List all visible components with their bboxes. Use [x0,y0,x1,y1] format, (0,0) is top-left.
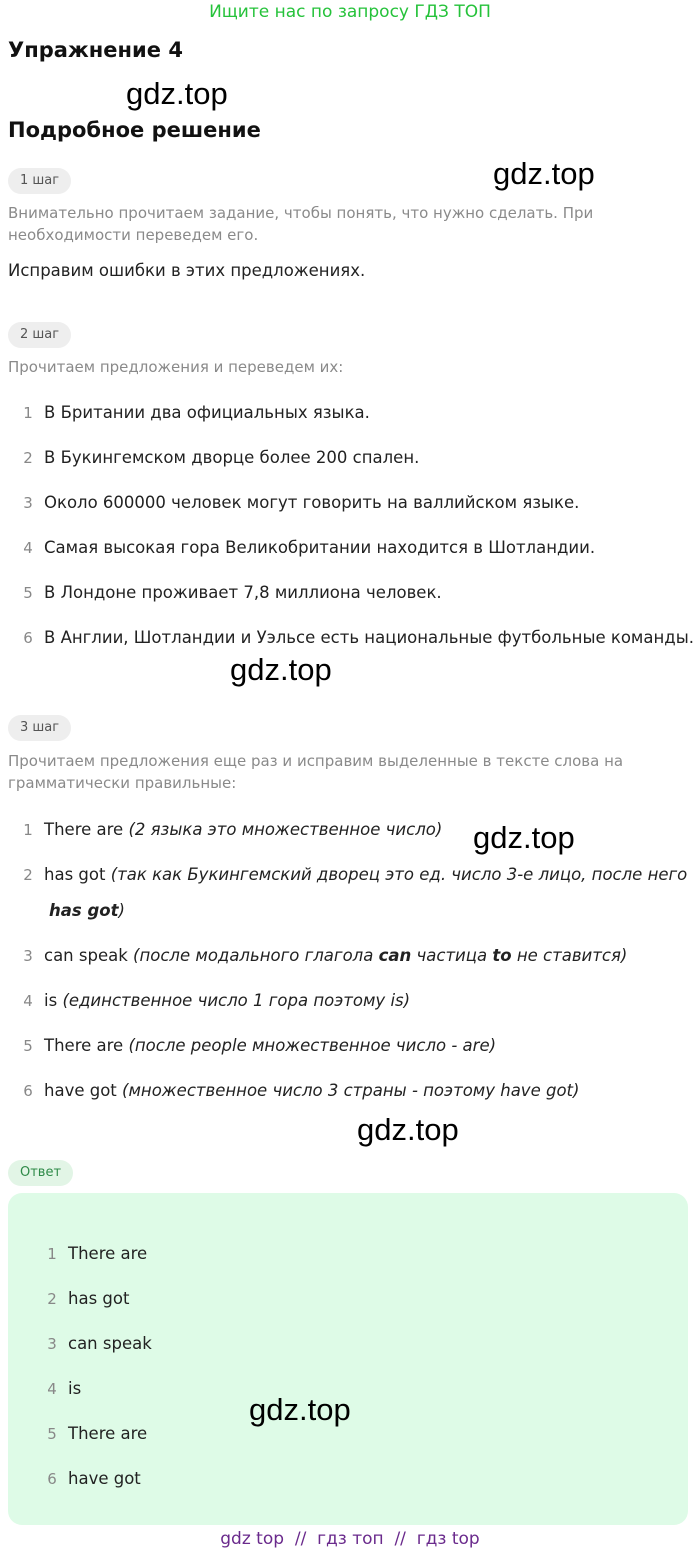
item-number: 2 [23,449,33,467]
explanation-text: (после модального глагола [133,946,374,965]
answer-badge: Ответ [8,1160,73,1186]
list-item [0,623,700,653]
explanation-text: (так как Букингемский дворец это ед. число 3-е лицо, после него [110,865,688,884]
item-text: Самая высокая гора Великобритании находится в Шотландии. [44,538,596,557]
list-item-continuation [0,896,700,926]
watermark: gdz.top [126,76,228,111]
item-number: 5 [47,1425,57,1443]
item-text [44,941,627,971]
answer-item [8,1284,688,1314]
item-number: 4 [47,1380,57,1398]
list-item [0,1076,700,1106]
watermark: gdz.top [357,1112,459,1147]
list-item [0,815,700,845]
item-text: В Англии, Шотландии и Уэльсе есть национальные футбольные команды. [44,628,694,647]
explanation-text: (после people множественное число - are) [128,1036,497,1055]
step-1-note: Внимательно прочитаем задание, чтобы понять, что нужно сделать. При необходимости переведем его. [8,204,594,244]
item-number: 2 [47,1290,57,1308]
item-number: 3 [47,1335,57,1353]
step-3-badge: 3 шаг [8,715,71,741]
watermark: gdz.top [493,156,595,191]
item-text: В Лондоне проживает 7,8 миллиона человек. [44,583,442,602]
watermark: gdz.top [249,1392,351,1427]
item-text: can speak [68,1334,152,1353]
item-number: 4 [23,992,33,1010]
answer-box [8,1193,688,1525]
correction-text: There are [44,820,124,839]
correction-text: is [44,991,58,1010]
list-item [0,533,700,563]
step-3-note: Прочитаем предложения еще раз и исправим выделенные в тексте слова на грамматически правильные: [8,752,624,792]
item-number: 1 [47,1245,57,1263]
step-2-badge: 2 шаг [8,322,71,348]
item-number: 3 [23,494,33,512]
explanation-bold: to [492,946,512,965]
item-text [49,896,125,926]
answer-item [8,1464,688,1494]
item-number: 1 [23,404,33,422]
item-number: 3 [23,947,33,965]
item-text [44,1031,496,1061]
item-text [44,1076,579,1106]
item-number: 5 [23,1037,33,1055]
list-item [0,443,700,473]
list-item [0,1031,700,1061]
explanation-bold: can [378,946,412,965]
item-text: There are [68,1424,148,1443]
item-number: 6 [23,1082,33,1100]
item-text [44,860,687,890]
item-number: 5 [23,584,33,602]
item-number: 6 [23,629,33,647]
item-text: Около 600000 человек могут говорить на валлийском языке. [44,493,580,512]
list-item [0,986,700,1016]
correction-text: have got [44,1081,117,1100]
list-item [0,578,700,608]
step-1-badge: 1 шаг [8,168,71,194]
item-text: В Букингемском дворце более 200 спален. [44,448,420,467]
list-item [0,488,700,518]
item-text: В Британии два официальных языка. [44,403,370,422]
explanation-text: (единственное число 1 гора поэтому is) [62,991,411,1010]
item-text: have got [68,1469,141,1488]
item-number: 1 [23,821,33,839]
explanation-bold: has got [49,901,119,920]
explanation-text: не ставится) [516,946,628,965]
footer-links: gdz top // гдз топ // гдз top [220,1529,480,1549]
item-number: 6 [47,1470,57,1488]
explanation-text: (2 языка это множественное число) [128,820,443,839]
explanation-text: частица [416,946,488,965]
exercise-title: Упражнение 4 [8,38,183,62]
list-item [0,860,700,890]
item-number: 2 [23,866,33,884]
correction-text: can speak [44,946,128,965]
search-banner: Ищите нас по запросу ГДЗ ТОП [209,2,491,22]
watermark: gdz.top [230,652,332,687]
explanation-text: (множественное число 3 страны - поэтому have got) [122,1081,580,1100]
list-item [0,941,700,971]
watermark: gdz.top [473,820,575,855]
item-text [44,986,410,1016]
explanation-text: ) [118,901,125,920]
correction-text: has got [44,865,106,884]
step-1-text: Исправим ошибки в этих предложениях. [8,261,366,280]
correction-text: There are [44,1036,124,1055]
item-text: is [68,1379,82,1398]
step-2-note: Прочитаем предложения и переведем их: [8,358,344,376]
item-text: There are [68,1244,148,1263]
item-text [44,815,442,845]
answer-item [8,1329,688,1359]
item-number: 4 [23,539,33,557]
solution-heading: Подробное решение [8,118,261,142]
list-item [0,398,700,428]
answer-item [8,1239,688,1269]
item-text: has got [68,1289,130,1308]
